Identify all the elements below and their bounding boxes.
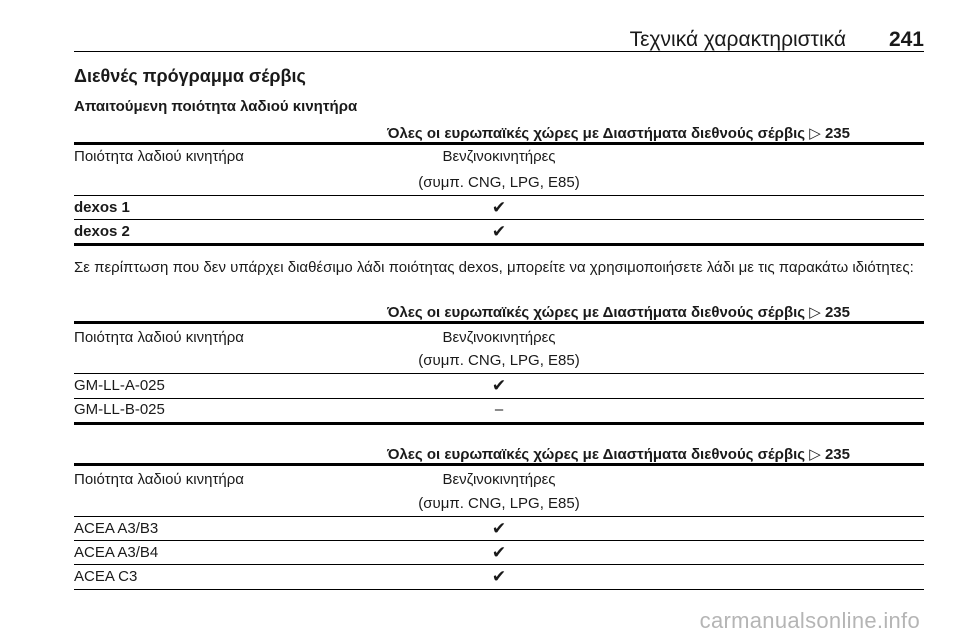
check-icon: ✔ bbox=[491, 198, 507, 217]
check-icon: ✔ bbox=[491, 222, 507, 241]
oil-table-dexos bbox=[74, 122, 924, 252]
header-rule bbox=[74, 373, 924, 374]
table-caption bbox=[387, 303, 850, 321]
row-rule bbox=[74, 540, 924, 541]
subtitle: Απαιτούμενη ποιότητα λαδιού κινητήρα bbox=[74, 98, 358, 115]
row-label: dexos 2 bbox=[74, 223, 130, 240]
col2-header-line2: (συμπ. CNG, LPG, E85) bbox=[418, 352, 580, 369]
col1-header: Ποιότητα λαδιού κινητήρα bbox=[74, 329, 244, 346]
oil-table-acea bbox=[74, 443, 924, 603]
row-label: dexos 1 bbox=[74, 199, 130, 216]
table-top-rule bbox=[74, 463, 924, 466]
check-icon: ✔ bbox=[491, 376, 507, 395]
caption-page-ref[interactable]: 235 bbox=[824, 446, 850, 463]
caption-page-ref[interactable]: 235 bbox=[824, 304, 850, 321]
col2-header-line1: Βενζινοκινητήρες bbox=[442, 471, 556, 488]
table-bottom-rule bbox=[74, 422, 924, 425]
header-divider bbox=[74, 51, 924, 52]
page-ref-arrow-icon[interactable]: ▷ bbox=[809, 446, 821, 463]
row-label: ACEA A3/B4 bbox=[74, 544, 159, 561]
col2-header-line1: Βενζινοκινητήρες bbox=[442, 148, 556, 165]
row-label: GM-LL-B-025 bbox=[74, 401, 165, 418]
check-icon: ✔ bbox=[491, 567, 507, 586]
col2-header-line2: (συμπ. CNG, LPG, E85) bbox=[418, 174, 580, 191]
col2-header-line2: (συμπ. CNG, LPG, E85) bbox=[418, 495, 580, 512]
caption-text: Όλες οι ευρωπαϊκές χώρες με Διαστήματα διεθνούς σέρβις bbox=[387, 446, 806, 463]
col1-header: Ποιότητα λαδιού κινητήρα bbox=[74, 148, 244, 165]
section-title: Διεθνές πρόγραμμα σέρβις bbox=[74, 66, 306, 86]
table-bottom-rule bbox=[74, 589, 924, 590]
col1-header: Ποιότητα λαδιού κινητήρα bbox=[74, 471, 244, 488]
table-top-rule bbox=[74, 321, 924, 324]
dash-icon: – bbox=[494, 401, 504, 418]
col2-header-line1: Βενζινοκινητήρες bbox=[442, 329, 556, 346]
table-caption bbox=[387, 124, 850, 142]
header-title: Τεχνικά χαρακτηριστικά bbox=[629, 28, 846, 51]
page-ref-arrow-icon[interactable]: ▷ bbox=[809, 304, 821, 321]
row-rule bbox=[74, 398, 924, 399]
table-bottom-rule bbox=[74, 243, 924, 246]
caption-text: Όλες οι ευρωπαϊκές χώρες με Διαστήματα διεθνούς σέρβις bbox=[387, 304, 806, 321]
caption-text: Όλες οι ευρωπαϊκές χώρες με Διαστήματα διεθνούς σέρβις bbox=[387, 125, 806, 142]
row-label: ACEA A3/B3 bbox=[74, 520, 159, 537]
page-header bbox=[74, 28, 924, 52]
check-icon: ✔ bbox=[491, 543, 507, 562]
table-top-rule bbox=[74, 142, 924, 145]
caption-page-ref[interactable]: 235 bbox=[824, 125, 850, 142]
body-paragraph: Σε περίπτωση που δεν υπάρχει διαθέσιμο λάδι ποιότητας dexos, μπορείτε να χρησιμοποιήσετε λάδι με τις παρακάτω ιδιότητες: bbox=[74, 259, 914, 276]
row-label: ACEA C3 bbox=[74, 568, 138, 585]
page-ref-arrow-icon[interactable]: ▷ bbox=[809, 125, 821, 142]
check-icon: ✔ bbox=[491, 519, 507, 538]
header-rule bbox=[74, 516, 924, 517]
page-number: 241 bbox=[888, 28, 924, 51]
header-rule bbox=[74, 195, 924, 196]
watermark: carmanualsonline.info bbox=[699, 608, 920, 633]
row-rule bbox=[74, 219, 924, 220]
oil-table-gm bbox=[74, 302, 924, 432]
row-rule bbox=[74, 564, 924, 565]
row-label: GM-LL-A-025 bbox=[74, 377, 165, 394]
table-caption bbox=[387, 445, 850, 463]
